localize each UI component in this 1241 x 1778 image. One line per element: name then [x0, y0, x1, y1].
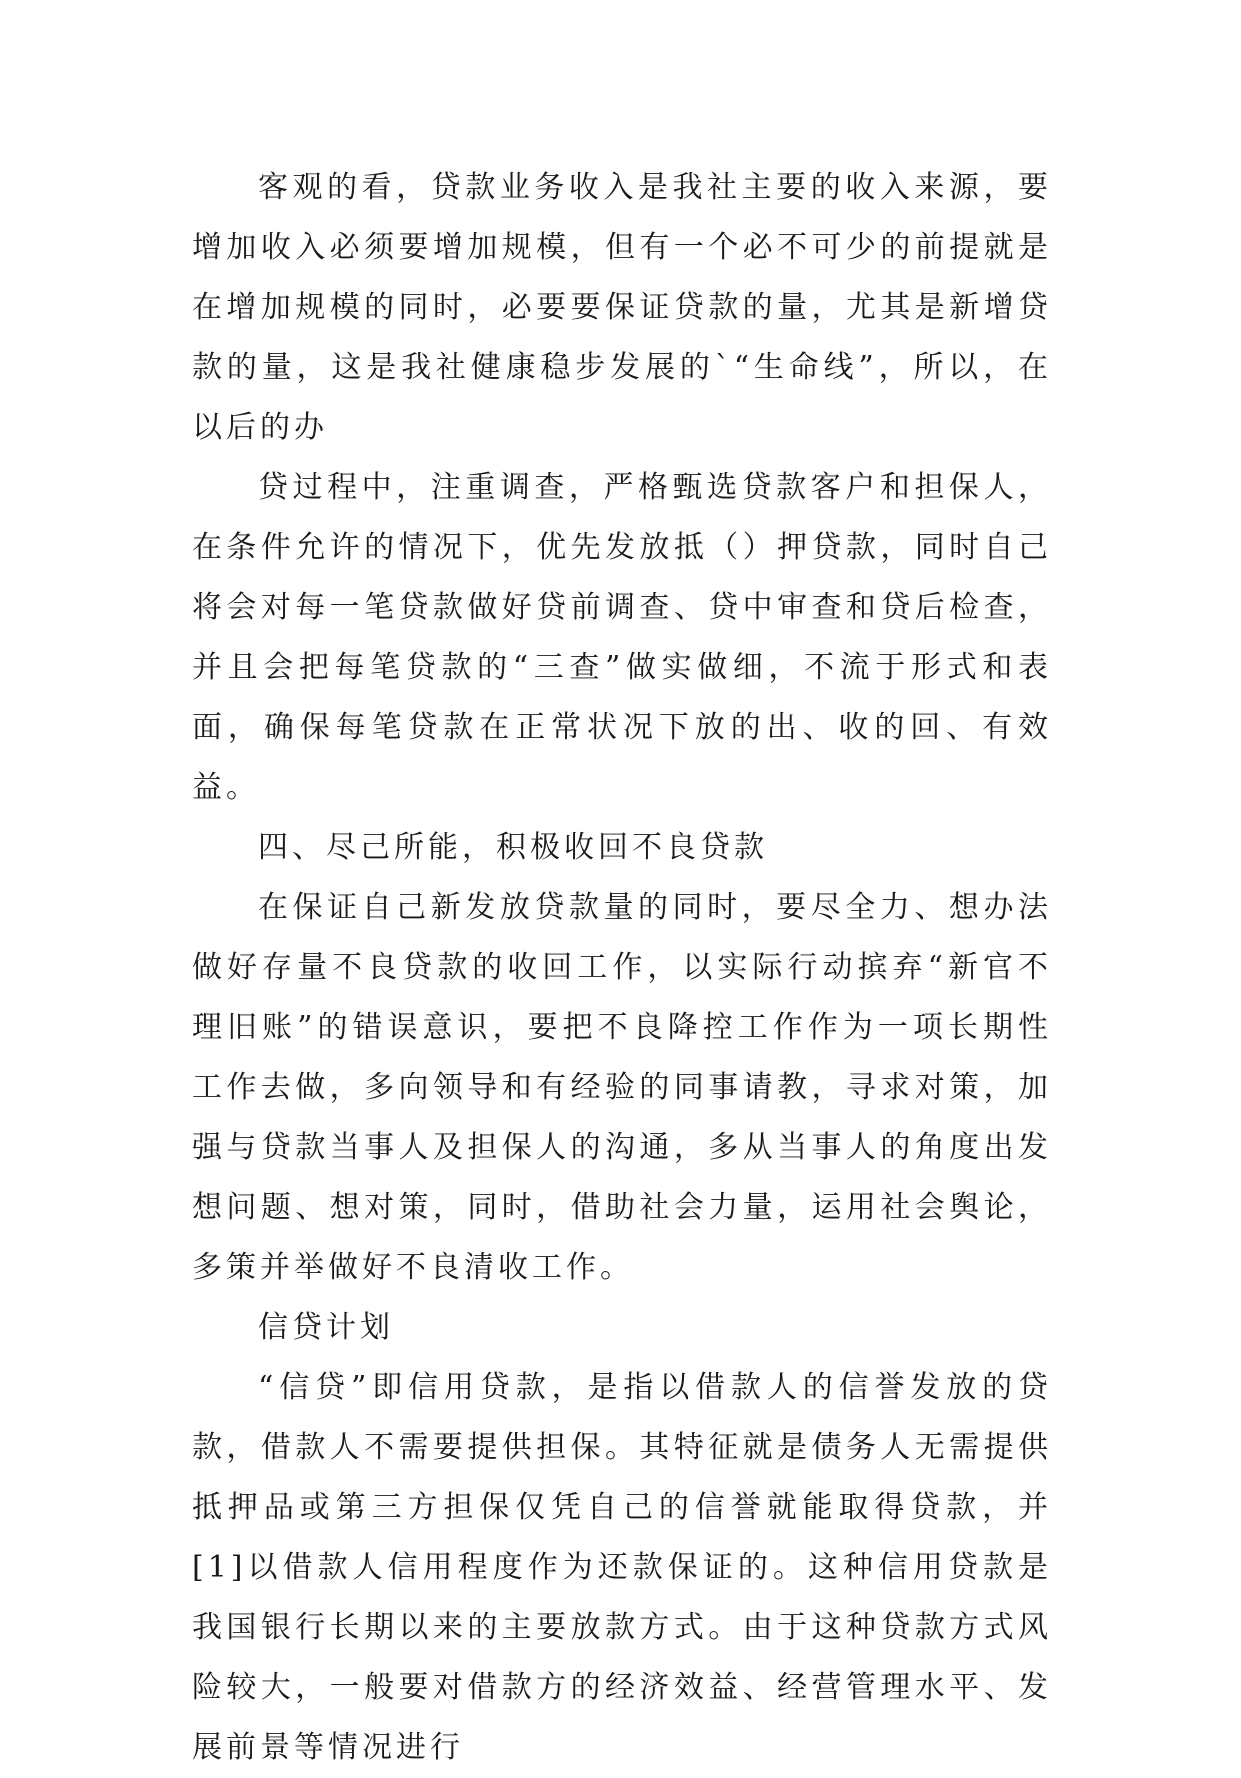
paragraph-loan-income: 客观的看，贷款业务收入是我社主要的收入来源，要增加收入必须要增加规模，但有一个必不可少的前提就是在增加规模的同时，必要要保证贷款的量，尤其是新增贷款的量，这是我社健康稳步发展的`“生命线”，所以，在以后的办: [192, 170, 1052, 445]
document-body: [192, 158, 1052, 1778]
section-heading-credit-plan: 信贷计划: [258, 1310, 394, 1345]
section-heading-recover-bad-loans: 四、尽己所能，积极收回不良贷款: [258, 830, 768, 865]
paragraph-credit-definition: “信贷”即信用贷款，是指以借款人的信誉发放的贷款，借款人不需要提供担保。其特征就是债务人无需提供抵押品或第三方担保仅凭自己的信誉就能取得贷款，并[1]以借款人信用程度作为还款保证的。这种信用贷款是我国银行长期以来的主要放款方式。由于这种贷款方式风险较大，一般要对借款方的经济效益、经营管理水平、发展前景等情况进行: [192, 1370, 1052, 1765]
paragraph-bad-loan-recovery: 在保证自己新发放贷款量的同时，要尽全力、想办法做好存量不良贷款的收回工作，以实际行动摈弃“新官不理旧账”的错误意识，要把不良降控工作作为一项长期性工作去做，多向领导和有经验的同事请教，寻求对策，加强与贷款当事人及担保人的沟通，多从当事人的角度出发想问题、想对策，同时，借助社会力量，运用社会舆论，多策并举做好不良清收工作。: [192, 890, 1052, 1285]
paragraph-loan-process: 贷过程中，注重调查，严格甄选贷款客户和担保人，在条件允许的情况下，优先发放抵（）押贷款，同时自己将会对每一笔贷款做好贷前调查、贷中审查和贷后检查，并且会把每笔贷款的“三查”做实做细，不流于形式和表面，确保每笔贷款在正常状况下放的出、收的回、有效益。: [192, 470, 1052, 805]
